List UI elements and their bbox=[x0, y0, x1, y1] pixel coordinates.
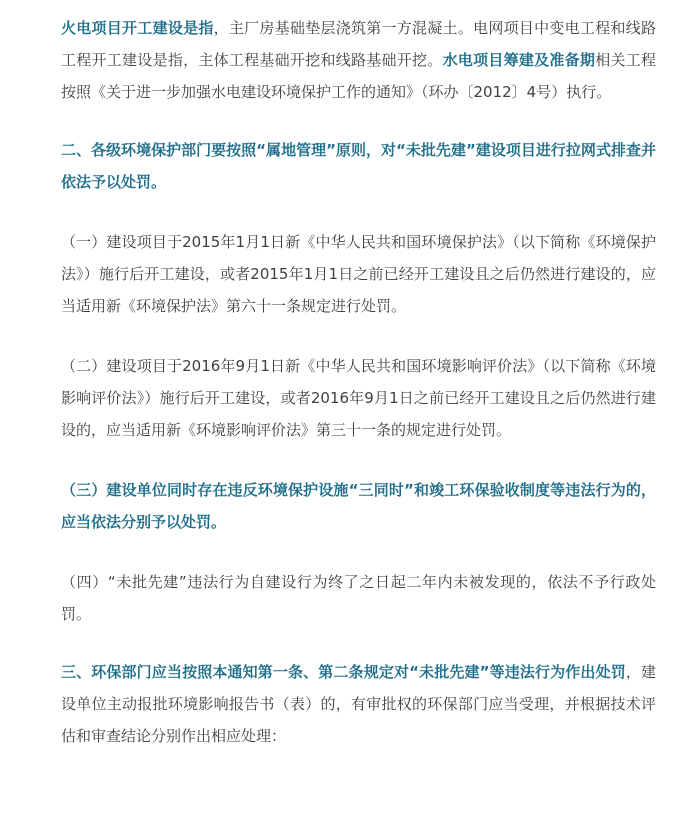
highlight-hydropower: 水电项目筹建及准备期 bbox=[442, 51, 596, 69]
paragraph-text: ，主厂房基础垫层浇筑第一方混凝土。电网项目中变电工程和线路工程开工建设是指，主体工程基础开挖和线路基础开挖。 bbox=[61, 19, 656, 69]
section-heading-2: 二、各级环境保护部门要按照“属地管理”原则，对“未批先建”建设项目进行拉网式排查并依法予以处罚。 bbox=[61, 141, 656, 191]
paragraph-item-3: （三）建设单位同时存在违反环境保护设施“三同时”和竣工环保验收制度等违法行为的，应当依法分别予以处罚。 bbox=[61, 481, 656, 531]
section-heading-3: 三、环保部门应当按照本通知第一条、第二条规定对“未批先建”等违法行为作出处罚 bbox=[61, 663, 626, 681]
section-3-paragraph bbox=[61, 656, 656, 752]
paragraph-text: 相关工程按照《关于进一步加强水电建设环境保护工作的通知》（环办〔2012〕4号）执行。 bbox=[61, 51, 656, 101]
paragraph-thermal-power bbox=[61, 12, 656, 108]
paragraph-item-2: （二）建设项目于2016年9月1日新《中华人民共和国环境影响评价法》（以下简称《环境影响评价法》）施行后开工建设，或者2016年9月1日之前已经开工建设且之后仍然进行建设的，应当适用新《环境影响评价法》第三十一条的规定进行处罚。 bbox=[61, 357, 656, 439]
paragraph-item-1: （一）建设项目于2015年1月1日新《中华人民共和国环境保护法》（以下简称《环境保护法》）施行后开工建设，或者2015年1月1日之前已经开工建设且之后仍然进行建设的，应当适用新《环境保护法》第六十一条规定进行处罚。 bbox=[61, 233, 656, 315]
paragraph-item-4: （四）“未批先建”违法行为自建设行为终了之日起二年内未被发现的，依法不予行政处罚。 bbox=[61, 573, 656, 623]
paragraph-text: ，建设单位主动报批环境影响报告书（表）的，有审批权的环保部门应当受理，并根据技术评估和审查结论分别作出相应处理： bbox=[61, 663, 656, 745]
highlight-thermal-power: 火电项目开工建设是指 bbox=[61, 19, 214, 37]
